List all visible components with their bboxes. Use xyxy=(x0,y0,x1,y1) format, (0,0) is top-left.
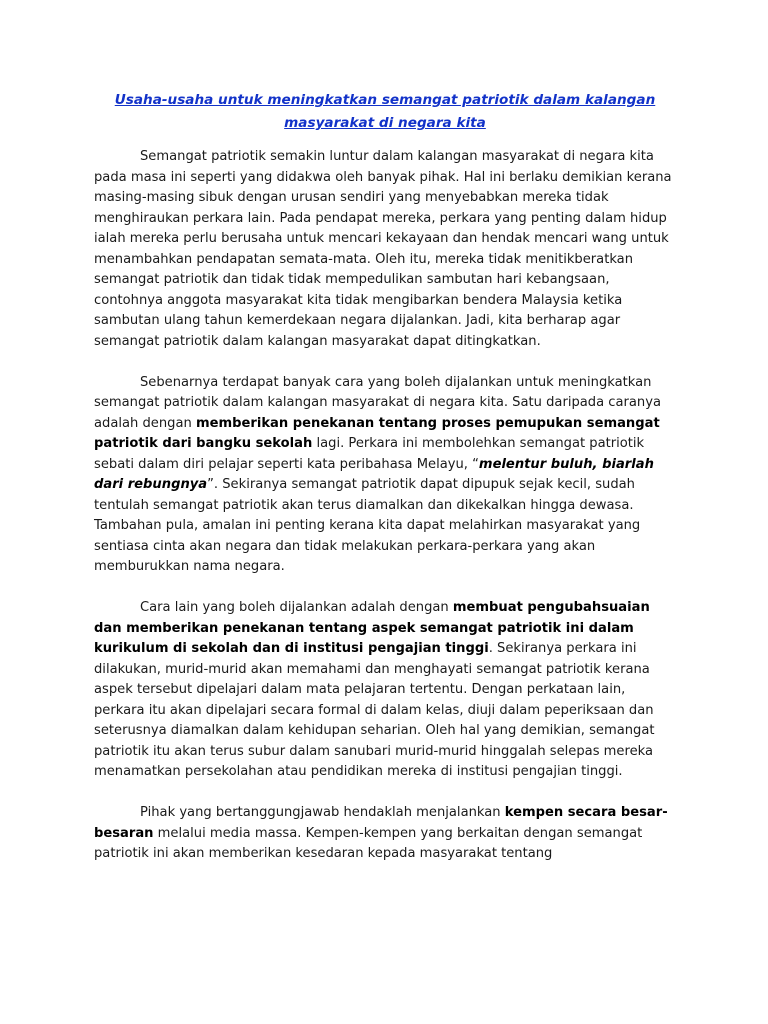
proverb-text: melentur buluh, biarlah dari rebungnya xyxy=(94,456,654,492)
paragraph-text: Pihak yang bertanggungjawab hendaklah menjalankan xyxy=(140,805,505,820)
paragraph-school-method xyxy=(94,373,676,578)
paragraph-text: . Sekiranya perkara ini dilakukan, murid-murid akan memahami dan menghayati semangat patriotik kerana aspek tersebut dipelajari dalam mata pelajaran tertentu. Dengan perkataan lain, perkara itu akan dipelajari secara formal di dalam kelas, diuji dalam peperiksaan dan seterusnya diamalkan dalam kehidupan seharian. Oleh hal yang demikian, semangat patriotik itu akan terus subur dalam sanubari murid-murid hinggalah selepas mereka menamatkan persekolahan atau pendidikan mereka di institusi pengajian tinggi. xyxy=(94,641,655,779)
paragraph-text: melalui media massa. Kempen-kempen yang berkaitan dengan semangat patriotik ini akan memberikan kesedaran kepada masyarakat tentang xyxy=(94,825,643,861)
paragraph-text: lagi. Perkara ini membolehkan semangat patriotik sebati dalam diri pelajar seperti kata peribahasa Melayu, “ xyxy=(94,436,645,472)
paragraph-text: Cara lain yang boleh dijalankan adalah dengan xyxy=(140,600,453,615)
paragraph-intro xyxy=(94,147,676,352)
paragraph-text: Semangat patriotik semakin luntur dalam kalangan masyarakat di negara kita pada masa ini seperti yang didakwa oleh banyak pihak. Hal ini berlaku demikian kerana masing-masing sibuk dengan urusan sendiri yang menyebabkan mereka tidak menghiraukan perkara lain. Pada pendapat mereka, perkara yang penting dalam hidup ialah mereka perlu berusaha untuk mencari kekayaan dan hendak mencari wang untuk menambahkan pendapatan semata-mata. Oleh itu, mereka tidak menitikberatkan semangat patriotik dan tidak tidak mempedulikan sambutan hari kebangsaan, contohnya anggota masyarakat kita tidak mengibarkan bendera Malaysia ketika sambutan ulang tahun kemerdekaan negara dijalankan. Jadi, kita berharap agar semangat patriotik dalam kalangan masyarakat dapat ditingkatkan. xyxy=(94,149,672,349)
emphasis-text: kempen secara besar-besaran xyxy=(94,805,668,841)
paragraph-curriculum-method xyxy=(94,598,676,783)
document-body xyxy=(94,147,676,865)
paragraph-campaign-method xyxy=(94,803,676,865)
paragraph-text: Sebenarnya terdapat banyak cara yang boleh dijalankan untuk meningkatkan semangat patriotik dalam kalangan masyarakat di negara kita. Satu daripada caranya adalah dengan xyxy=(94,374,661,431)
emphasis-text: membuat pengubahsuaian dan memberikan penekanan tentang aspek semangat patriotik ini dalam kurikulum di sekolah dan di institusi pengajian tinggi xyxy=(94,600,650,656)
document-title: Usaha-usaha untuk meningkatkan semangat patriotik dalam kalangan masyarakat di negara kita xyxy=(114,92,656,131)
emphasis-text: memberikan penekanan tentang proses pemupukan semangat patriotik dari bangku sekolah xyxy=(94,415,660,451)
paragraph-text: ”. Sekiranya semangat patriotik dapat dipupuk sejak kecil, sudah tentulah semangat patriotik akan terus diamalkan dan dikekalkan hingga dewasa. Tambahan pula, amalan ini penting kerana kita dapat melahirkan masyarakat yang sentiasa cinta akan negara dan tidak melakukan perkara-perkara yang akan memburukkan nama negara. xyxy=(94,477,641,574)
